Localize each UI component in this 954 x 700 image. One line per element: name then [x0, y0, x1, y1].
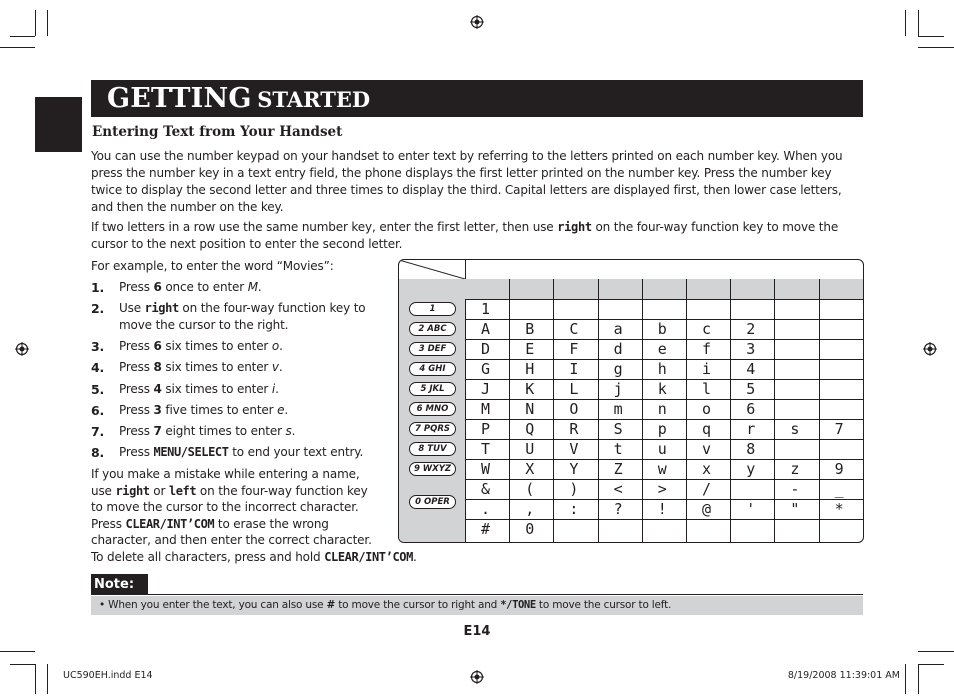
step-key: 4	[153, 382, 162, 396]
table-character: g	[613, 360, 623, 378]
step-letter: e	[277, 403, 285, 417]
table-character: 9	[834, 460, 844, 478]
table-character: V	[569, 440, 579, 458]
step-number: 4.	[91, 360, 105, 375]
step-key: right	[144, 301, 179, 315]
text: six times to enter	[161, 339, 272, 353]
crop-mark	[905, 10, 906, 36]
table-character: R	[569, 420, 579, 438]
crop-mark	[10, 664, 35, 665]
step-number: 7.	[91, 424, 105, 439]
step-number: 5.	[91, 382, 105, 397]
note-box	[91, 596, 863, 615]
table-character: c	[702, 320, 712, 338]
key-label: 2 ABC	[409, 322, 456, 336]
table-character: B	[525, 320, 535, 338]
step-key: 3	[153, 403, 162, 417]
step-key: 7	[153, 424, 162, 438]
table-character: y	[746, 460, 756, 478]
text: to erase the wrong	[214, 516, 329, 531]
table-character: D	[481, 340, 491, 358]
key-label: 5 JKL	[409, 382, 456, 396]
text: on the four-way function key to move the cursor to the next position to enter the second letter.	[91, 220, 839, 251]
line: character, and then enter the correct character.	[91, 533, 372, 548]
table-character: C	[569, 320, 579, 338]
table-character: U	[525, 440, 535, 458]
table-character: q	[702, 420, 712, 438]
crop-mark	[47, 664, 48, 694]
table-character: l	[702, 380, 712, 398]
key-label: 0 OPER	[409, 495, 456, 509]
text: to move the cursor to left.	[535, 599, 672, 611]
table-character: 3	[746, 340, 756, 358]
table-character: m	[613, 400, 623, 418]
text: Press	[119, 360, 154, 374]
crop-mark	[10, 36, 35, 37]
text: .	[275, 382, 279, 396]
table-character: Q	[525, 420, 535, 438]
text: use	[91, 483, 116, 498]
text: .	[257, 280, 262, 294]
header-bar	[91, 80, 863, 117]
text: six times to enter	[161, 382, 272, 396]
section-heading: Entering Text from Your Handset	[92, 124, 343, 140]
table-character: b	[657, 320, 667, 338]
table-character: I	[569, 360, 579, 378]
registration-mark-icon	[470, 15, 484, 29]
crop-mark	[918, 36, 944, 37]
table-character: )	[569, 480, 579, 498]
table-character: A	[481, 320, 491, 338]
step-item	[91, 300, 391, 332]
step-text	[119, 300, 389, 334]
text: on the four-way function key to move the cursor to the right.	[119, 301, 366, 332]
text: to end your text entry.	[228, 445, 364, 459]
line	[91, 483, 417, 500]
table-character: t	[613, 440, 623, 458]
step-number: 8.	[91, 445, 105, 460]
step-text	[119, 444, 389, 461]
key-clear: CLEAR/INT’COM	[324, 549, 413, 564]
title-small: STARTED	[257, 87, 371, 112]
text: .	[279, 339, 283, 353]
example-line: For example, to enter the word “Movies”:	[91, 259, 334, 273]
text: .	[284, 403, 288, 417]
text: Press	[119, 280, 154, 294]
table-character: 8	[746, 440, 756, 458]
text: Press	[91, 516, 126, 531]
table-character: s	[790, 420, 800, 438]
step-item	[91, 444, 391, 464]
table-character: F	[569, 340, 579, 358]
key-left: left	[168, 483, 197, 498]
crop-mark	[35, 10, 36, 36]
step-number: 1.	[91, 280, 105, 295]
table-character: *	[834, 500, 844, 518]
table-character: '	[746, 500, 756, 518]
page-number: E14	[463, 624, 491, 639]
table-character: n	[657, 400, 667, 418]
table-character: T	[481, 440, 491, 458]
table-character: L	[569, 380, 579, 398]
key-label: 8 TUV	[409, 442, 456, 456]
step-key: 6	[153, 280, 162, 294]
text: six times to enter	[161, 360, 272, 374]
step-text	[119, 381, 389, 398]
table-character: J	[481, 380, 491, 398]
table-character: >	[657, 480, 667, 498]
step-letter: v	[271, 360, 279, 374]
step-text	[119, 359, 389, 376]
text: Press	[119, 403, 154, 417]
key-label: 3 DEF	[409, 342, 456, 356]
step-item	[91, 381, 391, 401]
table-character: o	[702, 400, 712, 418]
text: .	[278, 360, 283, 374]
step-key: 8	[153, 360, 162, 374]
table-gray-row	[465, 279, 863, 300]
table-character: z	[790, 460, 800, 478]
text: Use	[119, 301, 145, 315]
table-character: (	[525, 480, 535, 498]
text: on the four-way function key	[196, 483, 368, 498]
table-character: H	[525, 360, 535, 378]
page-title	[107, 82, 370, 119]
step-item	[91, 423, 391, 443]
table-character: 1	[481, 300, 491, 318]
character-table	[398, 259, 864, 543]
table-character: W	[481, 460, 491, 478]
note-label: Note:	[91, 574, 148, 595]
text: .	[291, 424, 296, 438]
table-character: -	[790, 480, 800, 498]
crop-mark	[0, 47, 35, 48]
table-character: @	[702, 500, 712, 518]
step-text	[119, 402, 389, 419]
registration-mark-icon	[15, 342, 29, 356]
table-character: 0	[525, 520, 535, 538]
text: If two letters in a row use the same number key, enter the first letter, then use	[91, 220, 558, 234]
table-character: v	[702, 440, 712, 458]
step-letter: i	[271, 382, 276, 396]
table-character: &	[481, 480, 491, 498]
key-label: 9 WXYZ	[409, 462, 456, 476]
crop-mark	[918, 10, 919, 36]
step-item	[91, 338, 391, 358]
table-character: 5	[746, 380, 756, 398]
table-character: h	[657, 360, 667, 378]
text: eight times to enter	[161, 424, 286, 438]
table-character: ,	[525, 500, 535, 518]
table-character: x	[702, 460, 712, 478]
table-character: S	[613, 420, 623, 438]
table-character: :	[569, 500, 579, 518]
text: Press	[119, 339, 154, 353]
key-tone: */TONE	[500, 599, 536, 611]
step-text	[119, 279, 389, 296]
diagonal-line	[399, 260, 465, 279]
key-right: right	[115, 483, 150, 498]
crop-mark	[918, 651, 954, 652]
step-letter: s	[285, 424, 292, 438]
crop-mark	[905, 664, 906, 694]
text: .	[412, 549, 417, 564]
line: to move the cursor to the incorrect character.	[91, 500, 359, 515]
line: If you make a mistake while entering a name,	[91, 467, 360, 481]
table-character: "	[790, 500, 800, 518]
step-text	[119, 338, 389, 355]
table-character: X	[525, 460, 535, 478]
crop-mark	[35, 664, 36, 694]
table-character: d	[613, 340, 623, 358]
crop-mark	[918, 47, 954, 48]
table-character: P	[481, 420, 491, 438]
table-character: M	[481, 400, 491, 418]
table-character: E	[525, 340, 535, 358]
table-character: /	[702, 480, 712, 498]
table-corner	[399, 260, 466, 279]
table-character: p	[657, 420, 667, 438]
table-character: .	[481, 500, 491, 518]
table-character: f	[702, 340, 712, 358]
table-character: _	[834, 480, 844, 498]
title-big: GETTING	[107, 83, 252, 114]
text: To delete all characters, press and hold	[91, 549, 325, 564]
table-character: 7	[834, 420, 844, 438]
text: Press	[119, 382, 154, 396]
text: Press	[119, 424, 154, 438]
text: to move the cursor to right and	[335, 599, 501, 611]
key-label: 6 MNO	[409, 402, 456, 416]
table-character: r	[746, 420, 756, 438]
table-character: 4	[746, 360, 756, 378]
footer-date: 8/19/2008 11:39:01 AM	[787, 670, 900, 681]
registration-mark-icon	[470, 670, 484, 684]
crop-mark	[918, 664, 919, 694]
key-label: 1	[409, 302, 456, 316]
step-number: 2.	[91, 301, 105, 316]
table-character: #	[481, 520, 491, 538]
table-character: i	[702, 360, 712, 378]
table-character: 6	[746, 400, 756, 418]
step-item	[91, 359, 391, 379]
table-character: a	[613, 320, 623, 338]
key-label: 4 GHI	[409, 362, 456, 376]
step-item	[91, 402, 391, 422]
table-header-strip	[465, 260, 863, 280]
intro-paragraph: You can use the number keypad on your handset to enter text by referring to the letters printed on each number key. When you press the number key in a text entry field, the phone displays the first letter printed on the number key. Press the number key twice to display the second letter and three times to display the third. Capital letters are displayed first, then lower case letters, and then the number on the key.	[91, 149, 843, 214]
step-letter: o	[271, 339, 280, 353]
footer-file: UC590EH.indd E14	[63, 670, 153, 681]
registration-mark-icon	[923, 342, 937, 356]
key-clear: CLEAR/INT’COM	[125, 516, 215, 531]
table-character: K	[525, 380, 535, 398]
crop-mark	[0, 651, 35, 652]
step-letter: M	[247, 280, 258, 294]
step-item	[91, 279, 391, 299]
crop-mark	[47, 10, 48, 36]
table-character: N	[525, 400, 535, 418]
same-key-paragraph	[91, 219, 863, 253]
key-right: right	[557, 220, 592, 234]
step-text	[119, 423, 389, 440]
text: five times to enter	[161, 403, 278, 417]
side-tab	[35, 97, 82, 152]
table-character: G	[481, 360, 491, 378]
table-character: !	[657, 500, 667, 518]
table-character: Y	[569, 460, 579, 478]
text: When you enter the text, you can also use	[105, 599, 327, 611]
step-key: MENU/SELECT	[153, 445, 229, 459]
text: once to enter	[161, 280, 248, 294]
table-character: k	[657, 380, 667, 398]
text: or	[149, 483, 169, 498]
key-hash: #	[326, 599, 336, 611]
table-character: ?	[613, 500, 623, 518]
text: Press	[119, 445, 154, 459]
table-character: j	[613, 380, 623, 398]
note-rule	[148, 594, 863, 595]
step-number: 6.	[91, 403, 105, 418]
bullet: •	[99, 599, 105, 611]
table-character: e	[657, 340, 667, 358]
table-character: O	[569, 400, 579, 418]
key-label: 7 PQRS	[409, 422, 456, 436]
mistake-paragraph	[91, 466, 417, 566]
line	[91, 516, 417, 533]
table-character: w	[657, 460, 667, 478]
crop-mark	[918, 664, 944, 665]
step-number: 3.	[91, 339, 105, 354]
table-character: u	[657, 440, 667, 458]
table-character: Z	[613, 460, 623, 478]
table-character: 2	[746, 320, 756, 338]
line	[91, 549, 417, 566]
table-character: <	[613, 480, 623, 498]
step-key: 6	[153, 339, 162, 353]
